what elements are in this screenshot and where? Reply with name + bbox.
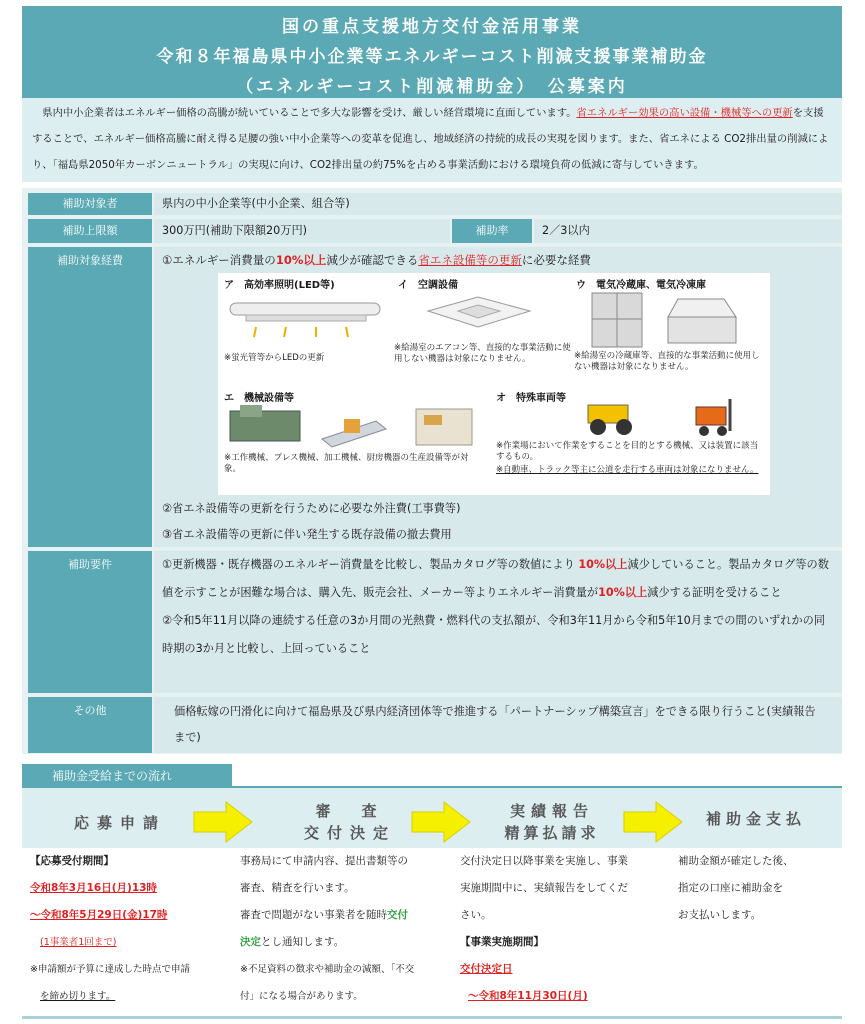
step-payment: 補助金支払: [705, 810, 806, 828]
equipment-panel: [218, 273, 770, 495]
review-note-2: 付」になる場合があります。: [240, 991, 363, 1002]
equip-e-title: エ 機械設備等: [224, 393, 294, 404]
equip-o-note2: ※自動車、トラック等主に公道を走行する車両は対象になりません。: [496, 465, 759, 475]
flow-col-apply: [30, 848, 230, 1010]
equip-o-note1: ※作業場において作業をすることを目的とする機械、又は装置に該当するもの。: [496, 441, 759, 462]
requirements-label: 補助要件: [28, 551, 152, 693]
equip-i-note: ※給湯室のエアコン等、直接的な事業活動に使用しない機器は対象になりません。: [394, 343, 571, 364]
expense-item-1: [162, 247, 842, 273]
report-end: ～令和8年11月30日(月): [468, 990, 588, 1002]
report-line-3: さい。: [460, 909, 492, 921]
review-line-3b: 交付: [387, 909, 408, 921]
header-line3: （エネルギーコスト削減補助金） 公募案内: [236, 77, 628, 97]
air-conditioner-icon: [418, 291, 538, 341]
payment-line-3: お支払いします。: [678, 909, 762, 921]
flow-title: 補助金受給までの流れ: [22, 764, 232, 788]
expense-1c: 減少が確認できる: [326, 253, 419, 267]
requirement-1: [162, 551, 834, 607]
equip-e-note: ※工作機械、プレス機械、加工機械、厨房機器の生産設備等が対象。: [224, 453, 469, 474]
review-line-4: [240, 929, 450, 956]
other-value: 価格転嫁の円滑化に向けて福島県及び県内経済団体等で推進する「パートナーシップ構築宣言」をできる限り行うこと(実績報告まで): [154, 697, 842, 753]
bottom-divider: [22, 1016, 842, 1019]
report-period-head: 【事業実施期間】: [460, 936, 544, 948]
intro-highlight: 省エネルギー効果の高い設備・機械等への更新: [576, 107, 793, 119]
step-review: 審 査: [315, 802, 385, 820]
report-line-1: 交付決定日以降事業を実施し、事業: [460, 855, 628, 867]
apply-limit: (1事業者1回まで): [40, 937, 117, 948]
machinery-icon: [226, 401, 486, 451]
review-note-1: ※不足資料の徴求や補助金の減額、「不交: [240, 964, 415, 975]
apply-start-date: 令和8年3月16日(月)13時: [30, 882, 157, 894]
step-payment-request: 精算払請求: [504, 824, 600, 842]
step-report: 実績報告: [509, 802, 594, 820]
requirement-2: ②令和5年11月以降の連続する任意の3か月間の光熱費・燃料代の支払額が、令和3年11月から令和5年10月までの間のいずれかの同時期の3か月と比較し、上回っていること: [162, 614, 825, 655]
review-line-4b: とし通知します。: [261, 936, 345, 948]
requirements-body: [154, 551, 842, 693]
led-light-icon: [226, 293, 386, 349]
step-grant-decision: 交付決定: [303, 824, 396, 842]
page-header: [22, 6, 842, 98]
report-line-2: 実施期間中に、実績報告をしてくだ: [460, 882, 628, 894]
equip-i-title: イ 空調設備: [398, 280, 458, 291]
limit-label: 補助上限額: [28, 219, 152, 243]
rate-label: 補助率: [452, 219, 532, 243]
other-label: その他: [28, 697, 152, 753]
expense-item-2: ②省エネ設備等の更新を行うために必要な外注費(工事費等): [162, 502, 461, 515]
expense-1e: に必要な経費: [521, 253, 591, 267]
arrow-right-icon: [622, 800, 684, 844]
expense-1b: 10%以上: [275, 253, 327, 267]
limit-value: 300万円(補助下限額20万円): [154, 219, 450, 243]
refrigerator-icon: [588, 291, 648, 349]
freezer-icon: [662, 295, 742, 347]
req-1a: ①更新機器・既存機器のエネルギー消費量を比較し、製品カタログ等の数値により: [162, 558, 579, 571]
equip-u-title: ウ 電気冷蔵庫、電気冷凍庫: [576, 280, 706, 291]
header-line2: 令和８年福島県中小企業等エネルギーコスト削減支援事業補助金: [156, 47, 708, 67]
intro-paragraph: [32, 100, 832, 178]
report-start: 交付決定日: [460, 963, 513, 975]
equip-o-title: オ 特殊車両等: [496, 393, 566, 404]
flow-col-report: [460, 848, 660, 1010]
review-line-1: 事務局にて申請内容、提出書類等の: [240, 855, 408, 867]
expense-label: 補助対象経費: [28, 247, 152, 547]
flow-col-payment: [678, 848, 838, 929]
req-1c: 減少していること。製品カタログ等の数値を示すことが困難な場合は、購入先、販売会社、メーカー等よりエネルギー消費量が: [162, 558, 829, 599]
step-apply: 応募申請: [73, 814, 166, 832]
target-value: 県内の中小企業等(中小企業、組合等): [154, 193, 842, 215]
intro-text-a: 県内中小企業者はエネルギー価格の高騰が続いていることで多大な影響を受け、厳しい経営環境に直面しています。: [42, 107, 577, 119]
apply-period-head: 【応募受付期間】: [30, 855, 114, 867]
equip-a-note: ※蛍光管等からLEDの更新: [224, 353, 325, 363]
req-1e: 減少する証明を受けること: [647, 586, 782, 599]
special-vehicle-icon: [578, 393, 758, 439]
req-1d: 10%以上: [598, 586, 648, 599]
req-1b: 10%以上: [578, 558, 628, 571]
equip-u-note: ※給湯室の冷蔵庫等、直接的な事業活動に使用しない機器は対象になりません。: [574, 351, 760, 372]
review-line-2: 審査、精査を行います。: [240, 882, 355, 894]
flow-col-review: [240, 848, 450, 1010]
arrow-right-icon: [192, 800, 254, 844]
equip-a-title: ア 高効率照明(LED等): [224, 280, 335, 291]
intro-text-c: を支援することで、エネルギー価格高騰に耐え得る足腰の強い中小企業等への変革を促進し、地域経済の持続的成長の実現を図ります。また、省エネによる CO2排出量の削減により、「福島県2050年カーボンニュートラル」の実現に向け、CO2排出量の約75%を占める事業活動における環境負荷の低減に寄与していきます。: [32, 107, 829, 171]
intro-section: [22, 98, 842, 182]
header-line1: 国の重点支援地方交付金活用事業: [282, 17, 582, 37]
review-line-3a: 審査で問題がない事業者を随時: [240, 909, 387, 921]
target-label: 補助対象者: [28, 193, 152, 215]
apply-end-date: ～令和8年5月29日(金)17時: [30, 909, 168, 921]
payment-line-2: 指定の口座に補助金を: [678, 882, 783, 894]
expense-1a: ①エネルギー消費量の: [162, 253, 276, 267]
payment-line-1: 補助金額が確定した後、: [678, 855, 794, 867]
apply-note-1: ※申請額が予算に達成した時点で申請: [30, 964, 190, 975]
rate-value: 2／3以内: [534, 219, 842, 243]
apply-note-2: を締め切ります。: [40, 991, 116, 1002]
expense-item-3: ③省エネ設備等の更新に伴い発生する既存設備の撤去費用: [162, 528, 452, 541]
expense-1d: 省エネ設備等の更新: [418, 253, 522, 267]
review-line-3: [240, 902, 450, 929]
review-line-4a: 決定: [240, 936, 261, 948]
